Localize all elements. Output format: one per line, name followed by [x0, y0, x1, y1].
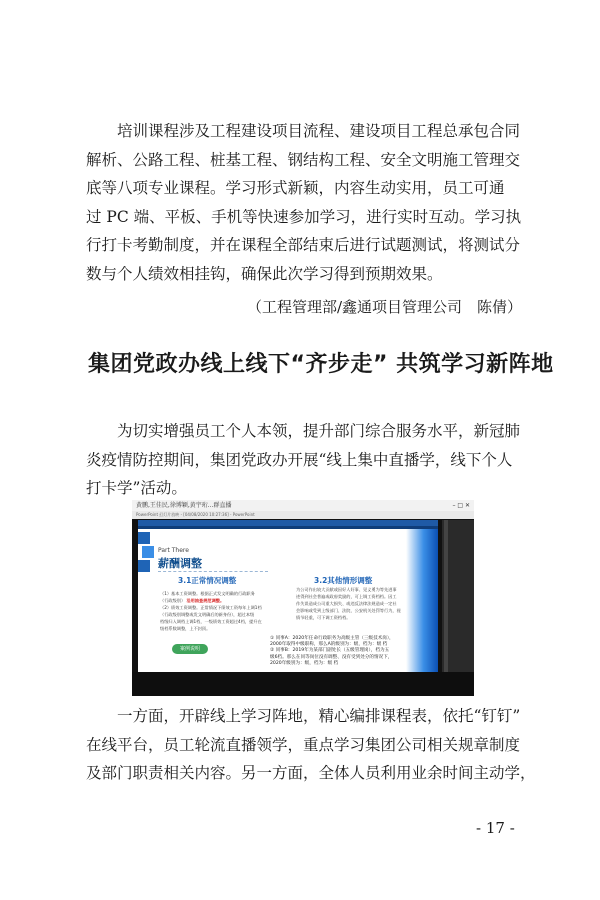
text-line: 底等八项专业课程。学习形式新颖，内容生动实用，员工可通	[86, 179, 505, 198]
left-item: 档级归入调档上调1档，一级绩效工资超过4档，提升在	[160, 619, 262, 624]
text-line: 打卡学”活动。	[86, 479, 187, 498]
left-item: （2）绩效工资调整。正常情况下绩效工资每年上调1档	[160, 605, 262, 610]
window-titlebar	[132, 500, 474, 511]
case-button[interactable]: 案例说明	[172, 644, 208, 654]
right-items	[296, 586, 401, 621]
window-title: 黄鹏,王佳民,徐博颖,黄宇珩...群直播	[136, 502, 232, 509]
paragraph-intro	[86, 417, 526, 503]
text-line: 一方面，开辟线上学习阵地，精心编排课程表，依托“钉钉”	[117, 707, 521, 725]
section-title-other: 3.2其他情形调整	[314, 576, 373, 585]
right-item: 会影响或受到上级部门、法院、公安机关处罚等行为，视	[296, 608, 401, 613]
left-item: （行政级别）	[160, 598, 186, 603]
text-line: 解析、公路工程、桩基工程、钢结构工程、安全文明施工管理交	[86, 150, 521, 169]
section-title-normal: 3.1正常情况调整	[178, 576, 237, 585]
embedded-screenshot	[132, 500, 474, 696]
right-item: 作失误造成公司重大损失、或违反法律法规造成一定社	[296, 601, 397, 606]
text-line: 为切实增强员工个人本领，提升部门综合服务水平，新冠肺	[117, 422, 521, 440]
text-line: 及部门职责相关内容。另一方面，全体人员利用业余时间主动学，	[86, 764, 536, 783]
paragraph-training	[86, 117, 526, 289]
slide-top-bar-dark	[138, 526, 438, 529]
highlight-text: 沿用抽查规范调整。	[186, 598, 225, 603]
case-line: 2020年级别为：级，档为：级 档	[270, 660, 339, 666]
case-line: ① 同事A：2020年任命行政职务为高级主管（三级技术岗），	[270, 636, 394, 641]
case-line: 级6档。那么在同等岗位没有调整、没有受到处分的情况下，	[270, 654, 393, 660]
article-heading: 集团党政办线上线下“齐步走” 共筑学习新阵地	[88, 352, 554, 377]
left-items	[160, 590, 262, 632]
puzzle-logo-icon	[138, 532, 154, 572]
paragraph-online	[86, 702, 536, 788]
text-line: 在线平台，员工轮流直播领学，重点学习集团公司相关规章制度	[86, 735, 521, 754]
case-line: 2000年取得中级职称，那么A的级别为：级，档为：级 档	[270, 642, 388, 648]
left-item: （1）基本工资调整。根据正式发文明确的行政职务	[160, 591, 255, 596]
text-line: 培训课程涉及工程建设项目流程、建设项目工程总承包合同	[117, 122, 521, 140]
scrollbar[interactable]	[444, 520, 448, 672]
text-line: 过 PC 端、平板、手机等快速参加学习，进行实时互动。学习执	[86, 207, 522, 226]
left-item: 级档系数调整，上不封顶。	[160, 626, 211, 631]
text-line: 数与个人绩效相挂钩，确保此次学习得到预期效果。	[86, 264, 443, 283]
left-item: （行政级别调整或发文明确后的新身份），超过本级	[160, 612, 255, 617]
slide-title: 薪酬调整	[158, 557, 202, 570]
attribution: （工程管理部/鑫通项目管理公司 陈倩）	[246, 298, 522, 316]
case-text	[270, 636, 394, 667]
right-item: 迹得到社会普遍或政府奖励的，可上调工资档档。因工	[296, 594, 397, 599]
address-bar: PowerPoint 幻灯片放映 - [04/08/2020 10:27:36] - PowerPoint	[132, 511, 474, 519]
slide-ribbon-decoration	[406, 529, 438, 672]
text-line: 行打卡考勤制度，并在课程全部结束后进行试题测试，将测试分	[86, 236, 521, 255]
left-item-row	[160, 597, 262, 604]
text-line: 炎疫情防控期间，集团党政办开展“线上集中直播学，线下个人	[86, 450, 513, 469]
bottom-bar	[132, 672, 474, 696]
right-item: 为公司作出较大贡献或因好人好事、见义勇为等先进事	[296, 587, 397, 592]
window-controls-icon: – □ ✕	[452, 502, 470, 509]
part-label: Part There	[158, 547, 189, 554]
right-item: 情节轻重，可下调工资档档。	[296, 615, 351, 620]
slide	[138, 520, 438, 672]
divider	[158, 571, 268, 572]
page-number: - 17 -	[476, 819, 515, 837]
case-line: ② 同事B：2019年为某部门副处长（五级管理岗），档为五	[270, 648, 390, 654]
